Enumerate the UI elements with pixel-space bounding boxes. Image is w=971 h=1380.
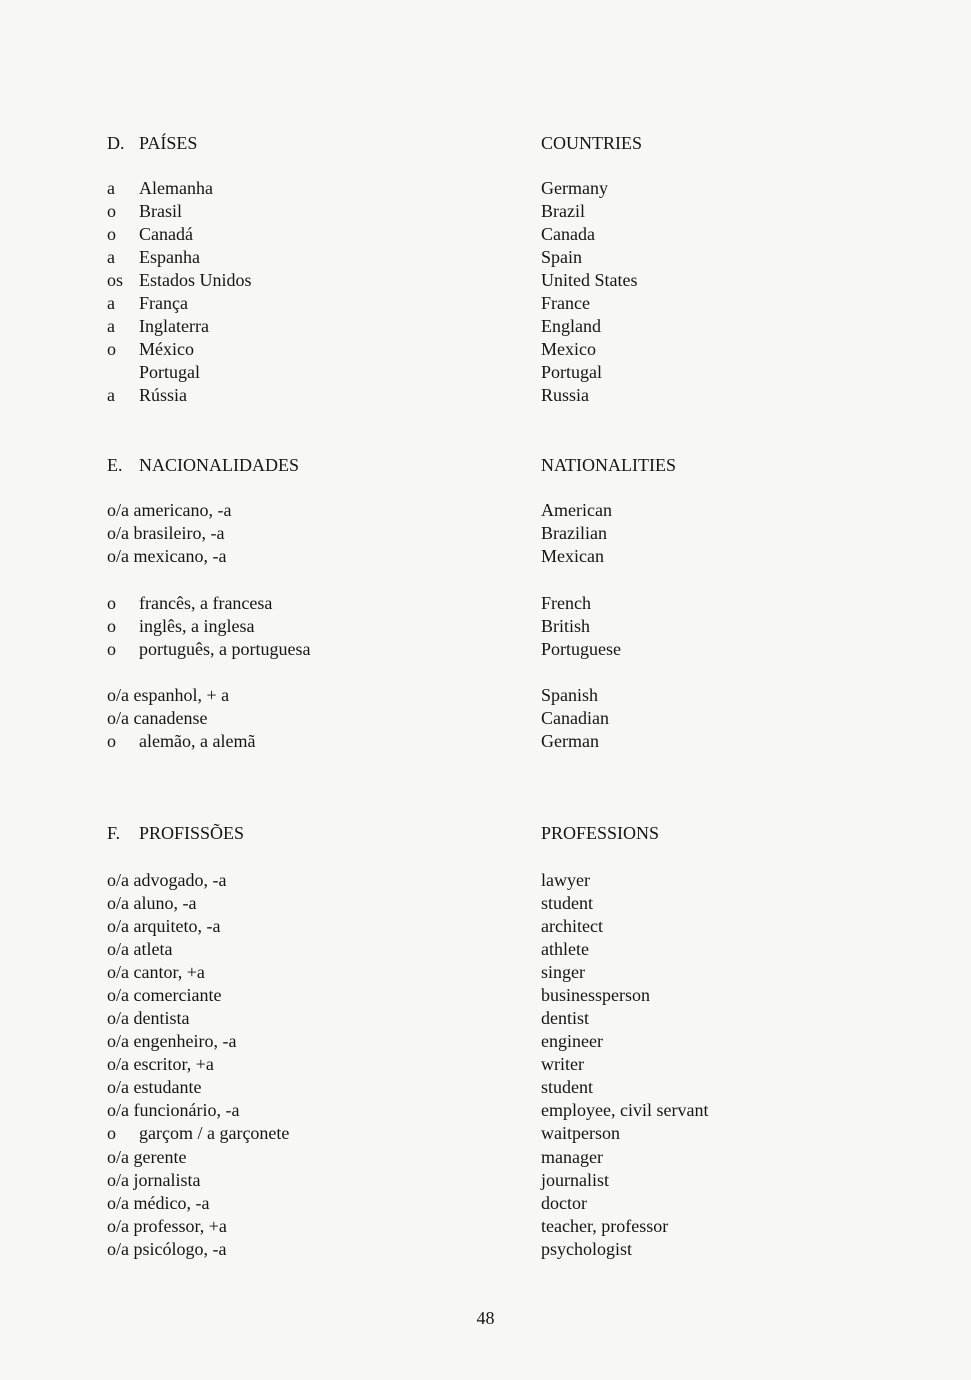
article: os [107, 270, 124, 290]
portuguese-term: o/a dentista [107, 1008, 190, 1028]
portuguese-term: garçom / a garçonete [139, 1123, 290, 1143]
article: o [107, 339, 116, 359]
english-term: Brazilian [541, 523, 607, 543]
article: o [107, 201, 116, 221]
english-term: Spanish [541, 685, 599, 705]
english-term: engineer [541, 1031, 603, 1051]
portuguese-term: inglês, a inglesa [139, 616, 255, 636]
english-term: Germany [541, 178, 608, 198]
english-term: Mexican [541, 546, 604, 566]
portuguese-term: o/a funcionário, -a [107, 1100, 240, 1120]
portuguese-term: o/a americano, -a [107, 500, 232, 520]
article: a [107, 293, 115, 313]
portuguese-term: o/a mexicano, -a [107, 546, 227, 566]
english-term: lawyer [541, 870, 590, 890]
section-letter: D. [107, 133, 125, 153]
portuguese-term: Canadá [139, 224, 193, 244]
article: o [107, 639, 116, 659]
english-term: Portuguese [541, 639, 621, 659]
english-term: British [541, 616, 591, 636]
portuguese-term: Portugal [139, 362, 200, 382]
article: o [107, 1123, 116, 1143]
english-term: journalist [541, 1170, 609, 1190]
section-title-pt: NACIONALIDADES [139, 455, 299, 475]
section-title-pt: PAÍSES [139, 133, 198, 153]
article: o [107, 224, 116, 244]
portuguese-term: o/a cantor, +a [107, 962, 205, 982]
portuguese-term: o/a brasileiro, -a [107, 523, 225, 543]
section-letter: E. [107, 455, 123, 475]
portuguese-term: o/a canadense [107, 708, 208, 728]
portuguese-term: francês, a francesa [139, 593, 273, 613]
portuguese-term: Rússia [139, 385, 188, 405]
section-title-pt: PROFISSÕES [139, 823, 245, 843]
portuguese-term: o/a gerente [107, 1147, 187, 1167]
portuguese-term: o/a advogado, -a [107, 870, 227, 890]
portuguese-term: Brasil [139, 201, 182, 221]
english-term: student [541, 1077, 593, 1097]
article: a [107, 385, 115, 405]
portuguese-term: o/a espanhol, + a [107, 685, 230, 705]
article: a [107, 247, 115, 267]
english-term: Mexico [541, 339, 596, 359]
english-term: teacher, professor [541, 1216, 669, 1236]
portuguese-term: o/a psicólogo, -a [107, 1239, 227, 1259]
english-term: manager [541, 1147, 603, 1167]
section-professions-heading-en: PROFESSIONS [541, 823, 660, 843]
english-term: psychologist [541, 1239, 633, 1259]
page-number: 48 [476, 1308, 495, 1328]
english-term: Brazil [541, 201, 585, 221]
portuguese-term: Estados Unidos [139, 270, 252, 290]
portuguese-term: o/a arquiteto, -a [107, 916, 221, 936]
english-term: United States [541, 270, 638, 290]
english-term: Portugal [541, 362, 602, 382]
section-professions-heading-pt [107, 821, 244, 845]
portuguese-term: Alemanha [139, 178, 213, 198]
article: o [107, 616, 116, 636]
portuguese-term: o/a professor, +a [107, 1216, 227, 1236]
english-term: England [541, 316, 601, 336]
portuguese-term: o/a médico, -a [107, 1193, 210, 1213]
english-term: doctor [541, 1193, 587, 1213]
portuguese-term: o/a comerciante [107, 985, 222, 1005]
english-term: athlete [541, 939, 589, 959]
english-term: Spain [541, 247, 583, 267]
english-term: dentist [541, 1008, 589, 1028]
english-term: French [541, 593, 591, 613]
english-term: Russia [541, 385, 590, 405]
portuguese-term: o/a engenheiro, -a [107, 1031, 237, 1051]
portuguese-term: Inglaterra [139, 316, 209, 336]
section-nationalities-heading-pt [107, 453, 299, 477]
portuguese-term: alemão, a alemã [139, 731, 256, 751]
article: o [107, 593, 116, 613]
english-term: American [541, 500, 612, 520]
english-term: German [541, 731, 599, 751]
section-countries-heading-en: COUNTRIES [541, 133, 643, 153]
portuguese-term: México [139, 339, 194, 359]
section-nationalities-heading-en: NATIONALITIES [541, 455, 676, 475]
portuguese-term: o/a estudante [107, 1077, 202, 1097]
section-letter: F. [107, 823, 121, 843]
english-term: singer [541, 962, 585, 982]
portuguese-term: português, a portuguesa [139, 639, 311, 659]
portuguese-term: França [139, 293, 188, 313]
article: a [107, 316, 115, 336]
portuguese-term: o/a atleta [107, 939, 173, 959]
english-term: businessperson [541, 985, 650, 1005]
english-term: student [541, 893, 593, 913]
english-term: architect [541, 916, 603, 936]
article: a [107, 178, 115, 198]
english-term: Canada [541, 224, 595, 244]
english-term: employee, civil servant [541, 1100, 709, 1120]
portuguese-term: Espanha [139, 247, 200, 267]
section-countries-heading-pt [107, 131, 197, 155]
portuguese-term: o/a escritor, +a [107, 1054, 214, 1074]
article: o [107, 731, 116, 751]
english-term: Canadian [541, 708, 609, 728]
portuguese-term: o/a aluno, -a [107, 893, 197, 913]
english-term: waitperson [541, 1123, 620, 1143]
english-term: writer [541, 1054, 584, 1074]
portuguese-term: o/a jornalista [107, 1170, 201, 1190]
english-term: France [541, 293, 590, 313]
